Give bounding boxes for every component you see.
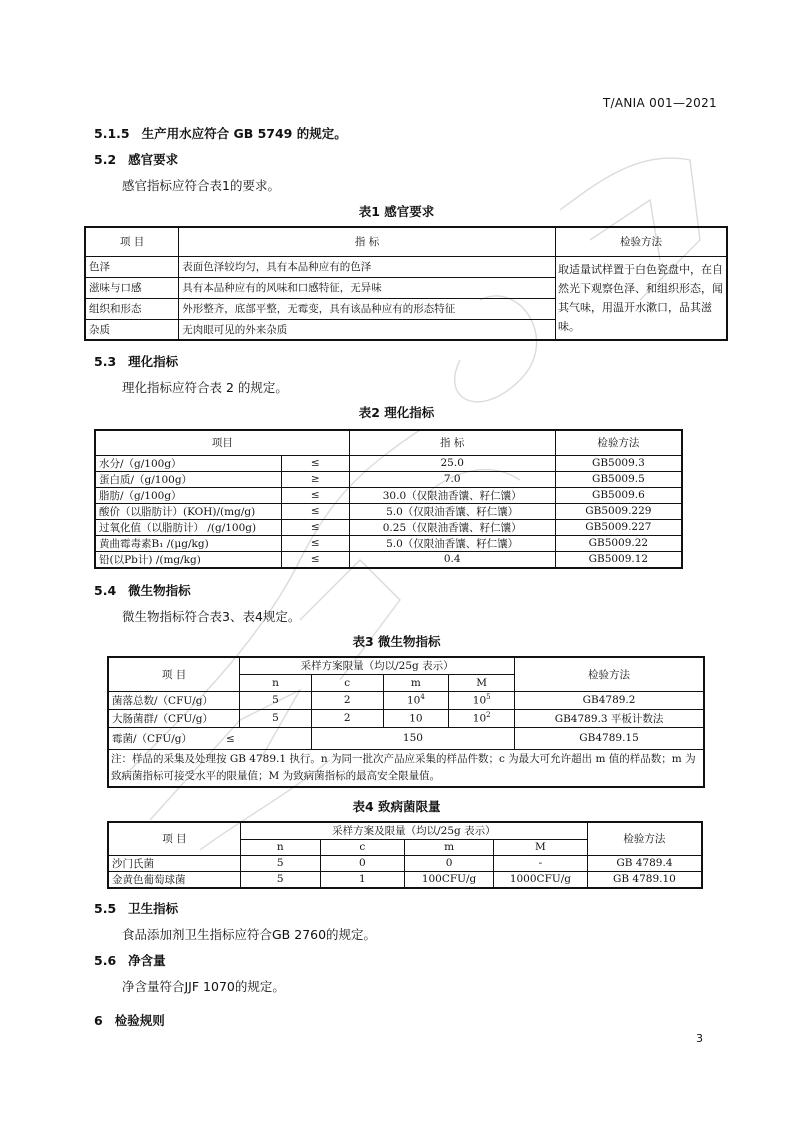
- t4-row-c: 0: [320, 855, 405, 871]
- t2-row-item: 蛋白质/（g/100g）: [95, 471, 281, 487]
- t1-row-item: 组织和形态: [85, 298, 179, 319]
- t3-m-base: 10: [409, 712, 423, 725]
- t2-row-method: GB5009.12: [555, 551, 682, 568]
- t2-row-method: GB5009.22: [555, 535, 682, 551]
- page-number: 3: [696, 1032, 703, 1045]
- t2-row-item: 脂肪/（g/100g）: [95, 487, 281, 503]
- table1-caption: 表1 感官要求: [358, 204, 435, 219]
- t3-header-method: 检验方法: [515, 657, 704, 691]
- t3-row-method: GB4789.2: [515, 691, 704, 709]
- section-5-4-heading: [94, 581, 191, 599]
- section-5-5-heading: [94, 899, 178, 917]
- t2-row-cmp: ≤: [281, 551, 349, 568]
- section-number: 6: [94, 1013, 103, 1028]
- t3-row-m: [383, 691, 449, 709]
- section-number: 5.5: [94, 901, 117, 916]
- section-5-6-para: 净含量符合JJF 1070的规定。: [122, 979, 285, 994]
- t1-method: 取适量试样置于白色瓷盘中，在自然光下观察色泽、和组织形态，闻其气味，用温开水漱口，品其滋味。: [555, 256, 727, 340]
- t1-row-item: 滋味与口感: [85, 277, 179, 298]
- t4-sub-M: M: [493, 839, 587, 855]
- t2-row-value: 5.0（仅限油香馕、籽仁馕）: [349, 535, 555, 551]
- section-title: 微生物指标: [128, 583, 191, 598]
- t2-header-spec: 指 标: [349, 430, 555, 455]
- clause-text: 生产用水应符合 GB 5749 的规定。: [141, 126, 347, 141]
- t1-header-method: 检验方法: [555, 227, 727, 256]
- t3-row-n: 5: [240, 709, 312, 727]
- t2-row-cmp: ≤: [281, 503, 349, 519]
- t3-row-M: [449, 691, 515, 709]
- section-number: 5.3: [94, 354, 117, 369]
- t4-row-method: GB 4789.10: [587, 871, 702, 888]
- section-5-5-para: 食品添加剂卫生指标应符合GB 2760的规定。: [122, 927, 377, 942]
- section-number: 5.4: [94, 583, 117, 598]
- t3-sub-M: M: [449, 674, 515, 691]
- section-5-4-para: 微生物指标符合表3、表4规定。: [122, 609, 301, 624]
- table1-sensory: [84, 226, 728, 341]
- section-title: 检验规则: [114, 1013, 165, 1028]
- t2-row-cmp: ≤: [281, 535, 349, 551]
- t3-mold-cmp: ≤: [225, 732, 235, 745]
- t3-M-base: 10: [472, 694, 487, 707]
- t1-row-spec: 外形整齐，底部平整，无霉变，具有该品种应有的形态特征: [179, 298, 556, 319]
- t3-header-item: 项 目: [108, 657, 240, 691]
- section-6-heading: [94, 1011, 165, 1029]
- t3-row-c: 2: [311, 691, 383, 709]
- t2-row-method: GB5009.6: [555, 487, 682, 503]
- t4-row-n: 5: [240, 855, 320, 871]
- t3-sub-n: n: [240, 674, 312, 691]
- t3-header-plan: 采样方案限量（均以/25g 表示）: [240, 657, 515, 674]
- t2-row-method: GB5009.229: [555, 503, 682, 519]
- t3-sub-m: m: [383, 674, 449, 691]
- t2-row-item: 黄曲霉毒素B₁ /(μg/kg): [95, 535, 281, 551]
- t3-m-base: 10: [406, 694, 421, 707]
- section-title: 感官要求: [128, 152, 179, 167]
- section-number: 5.6: [94, 953, 117, 968]
- table4-pathogen: [107, 821, 703, 889]
- t3-sub-c: c: [311, 674, 383, 691]
- t3-mold-method: GB4789.15: [515, 727, 704, 749]
- t4-header-plan: 采样方案及限量（均以/25g 表示）: [240, 822, 587, 839]
- table2-physchem: [94, 429, 683, 569]
- t3-row-m: [383, 709, 449, 727]
- section-5-3-heading: [94, 352, 178, 370]
- t2-row-item: 过氧化值（以脂肪计） /(g/100g): [95, 519, 281, 535]
- t2-row-cmp: ≤: [281, 519, 349, 535]
- t2-row-value: 0.4: [349, 551, 555, 568]
- t4-row-m: 0: [405, 855, 494, 871]
- t3-mold-value: 150: [311, 727, 514, 749]
- t4-row-M: -: [493, 855, 587, 871]
- table4-caption: 表4 致病菌限量: [352, 799, 441, 814]
- section-title: 理化指标: [128, 354, 179, 369]
- t4-row-m: 100CFU/g: [405, 871, 494, 888]
- t3-note: 注：样品的采集及处理按 GB 4789.1 执行。n 为同一批次产品应采集的样品件数；c 为最大可允许超出 m 值的样品数；m 为致病菌指标可接受水平的限量值；M 为致病菌指标的最高安全限量值。: [108, 749, 704, 787]
- t4-row-M: 1000CFU/g: [493, 871, 587, 888]
- t2-row-value: 25.0: [349, 455, 555, 471]
- t1-row-spec: 无肉眼可见的外来杂质: [179, 319, 556, 340]
- t2-row-item: 酸价（以脂肪计）(KOH)/(mg/g): [95, 503, 281, 519]
- t3-m-exp: 4: [420, 693, 425, 702]
- table3-caption: 表3 微生物指标: [352, 634, 441, 649]
- t3-M-base: 10: [472, 712, 487, 725]
- t3-row-item: 大肠菌群/（CFU/g）: [108, 709, 240, 727]
- t1-header-item: 项 目: [85, 227, 179, 256]
- t2-row-value: 30.0（仅限油香馕、籽仁馕）: [349, 487, 555, 503]
- t2-header-method: 检验方法: [555, 430, 682, 455]
- t2-header-item: 项目: [95, 430, 349, 455]
- section-5-6-heading: [94, 951, 166, 969]
- t4-row-c: 1: [320, 871, 405, 888]
- t3-row-n: 5: [240, 691, 312, 709]
- t2-row-item: 水分/（g/100g）: [95, 455, 281, 471]
- t4-row-method: GB 4789.4: [587, 855, 702, 871]
- t4-row-n: 5: [240, 871, 320, 888]
- t3-M-exp: 2: [486, 711, 491, 720]
- t2-row-method: GB5009.227: [555, 519, 682, 535]
- t4-header-method: 检验方法: [587, 822, 702, 855]
- t1-row-spec: 表面色泽较均匀，具有本品种应有的色泽: [179, 256, 556, 277]
- section-5-2-heading: [94, 150, 178, 168]
- t4-sub-n: n: [240, 839, 320, 855]
- table2-caption: 表2 理化指标: [358, 405, 435, 420]
- t2-row-method: GB5009.3: [555, 455, 682, 471]
- t1-header-spec: 指 标: [179, 227, 556, 256]
- section-title: 净含量: [128, 953, 166, 968]
- section-title: 卫生指标: [128, 901, 179, 916]
- doc-code: T/ANIA 001—2021: [602, 96, 717, 110]
- t3-row-M: [449, 709, 515, 727]
- t1-row-spec: 具有本品种应有的风味和口感特征，无异味: [179, 277, 556, 298]
- t2-row-cmp: ≤: [281, 455, 349, 471]
- t2-row-item: 铅(以Pb计) /(mg/kg): [95, 551, 281, 568]
- t1-row-item: 色泽: [85, 256, 179, 277]
- t2-row-value: 5.0（仅限油香馕、籽仁馕）: [349, 503, 555, 519]
- t4-header-item: 项 目: [108, 822, 240, 855]
- t2-row-cmp: ≤: [281, 487, 349, 503]
- t1-row-item: 杂质: [85, 319, 179, 340]
- t4-sub-c: c: [320, 839, 405, 855]
- table3-microbio: [107, 656, 705, 788]
- t2-row-value: 7.0: [349, 471, 555, 487]
- t2-row-method: GB5009.5: [555, 471, 682, 487]
- t3-mold-item: [108, 727, 311, 749]
- t3-M-exp: 5: [486, 693, 491, 702]
- clause-5-1-5: [94, 124, 347, 142]
- t3-row-item: 菌落总数/（CFU/g）: [108, 691, 240, 709]
- t4-row-item: 金黄色葡萄球菌: [108, 871, 240, 888]
- clause-number: 5.1.5: [94, 126, 130, 141]
- section-5-3-para: 理化指标应符合表 2 的规定。: [122, 380, 288, 395]
- section-number: 5.2: [94, 152, 117, 167]
- t4-sub-m: m: [405, 839, 494, 855]
- t3-mold-label: 霉菌/（CFU/g）: [112, 732, 192, 745]
- t3-row-method: GB4789.3 平板计数法: [515, 709, 704, 727]
- section-5-2-para: 感官指标应符合表1的要求。: [122, 178, 280, 193]
- t2-row-cmp: ≥: [281, 471, 349, 487]
- t3-row-c: 2: [311, 709, 383, 727]
- t2-row-value: 0.25（仅限油香馕、籽仁馕）: [349, 519, 555, 535]
- t4-row-item: 沙门氏菌: [108, 855, 240, 871]
